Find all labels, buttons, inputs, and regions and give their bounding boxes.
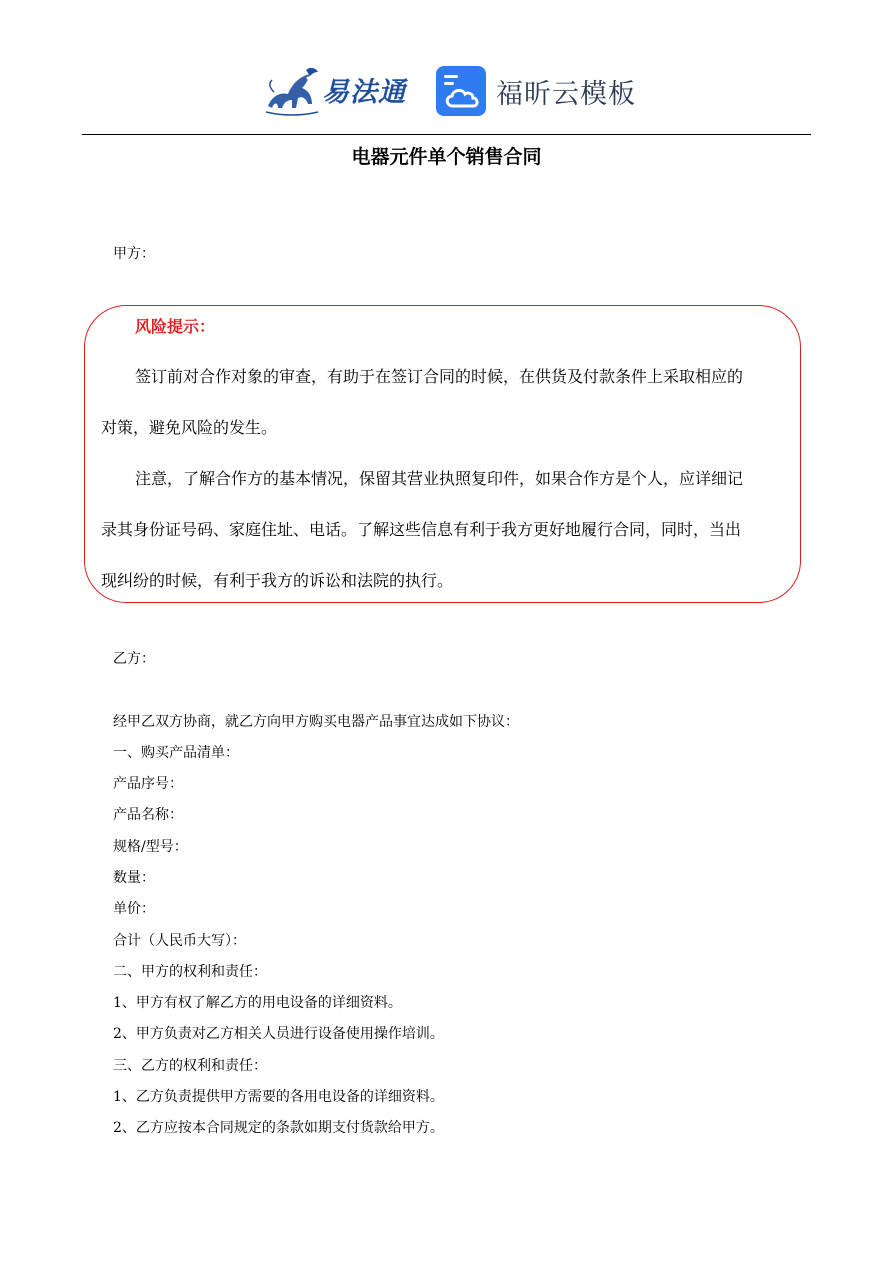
header-logos: [0, 62, 893, 120]
clause-item: 1、乙方负责提供甲方需要的各用电设备的详细资料。: [113, 1089, 444, 1105]
risk-notice-line: 注意，了解合作方的基本情况，保留其营业执照复印件，如果合作方是个人，应详细记: [135, 469, 744, 488]
product-field: 数量：: [113, 870, 155, 886]
yifatong-logo: [262, 62, 412, 118]
risk-notice-line: 对策，避免风险的发生。: [101, 418, 278, 437]
section-heading: 三、乙方的权利和责任：: [113, 1058, 267, 1074]
risk-notice-line: 录其身份证号码、家庭住址、电话。了解这些信息有利于我方更好地履行合同，同时，当出: [101, 520, 742, 539]
clause-item: 2、甲方负责对乙方相关人员进行设备使用操作培训。: [113, 1026, 444, 1042]
clause-item: 1、甲方有权了解乙方的用电设备的详细资料。: [113, 995, 402, 1011]
qilin-emblem-icon: [262, 62, 322, 118]
party-b-label: 乙方：: [113, 651, 155, 667]
header-divider: [82, 134, 811, 135]
risk-notice-box: [84, 305, 801, 603]
section-heading: 一、购买产品清单：: [113, 745, 239, 761]
product-field: 产品序号：: [113, 776, 183, 792]
product-field: 规格/型号：: [113, 839, 188, 855]
fuxin-cloud-icon: [436, 66, 486, 116]
section-heading: 二、甲方的权利和责任：: [113, 964, 267, 980]
fuxin-logo-text: 福昕云模板: [496, 79, 636, 110]
product-field: 产品名称：: [113, 807, 183, 823]
clause-item: 2、乙方应按本合同规定的条款如期支付货款给甲方。: [113, 1120, 444, 1136]
product-field: 单价：: [113, 901, 155, 917]
product-field: 合计（人民币大写）：: [113, 933, 246, 949]
yifatong-logo-text: 易法通: [322, 77, 406, 108]
agreement-intro: 经甲乙双方协商，就乙方向甲方购买电器产品事宜达成如下协议：: [113, 714, 519, 730]
risk-notice-title: 风险提示：: [135, 317, 216, 336]
party-a-label: 甲方：: [113, 246, 155, 262]
document-title: 电器元件单个销售合同: [351, 146, 542, 168]
risk-notice-line: 现纠纷的时候，有利于我方的诉讼和法院的执行。: [101, 571, 454, 590]
risk-notice-line: 签订前对合作对象的审查，有助于在签订合同的时候，在供货及付款条件上采取相应的: [135, 367, 744, 386]
